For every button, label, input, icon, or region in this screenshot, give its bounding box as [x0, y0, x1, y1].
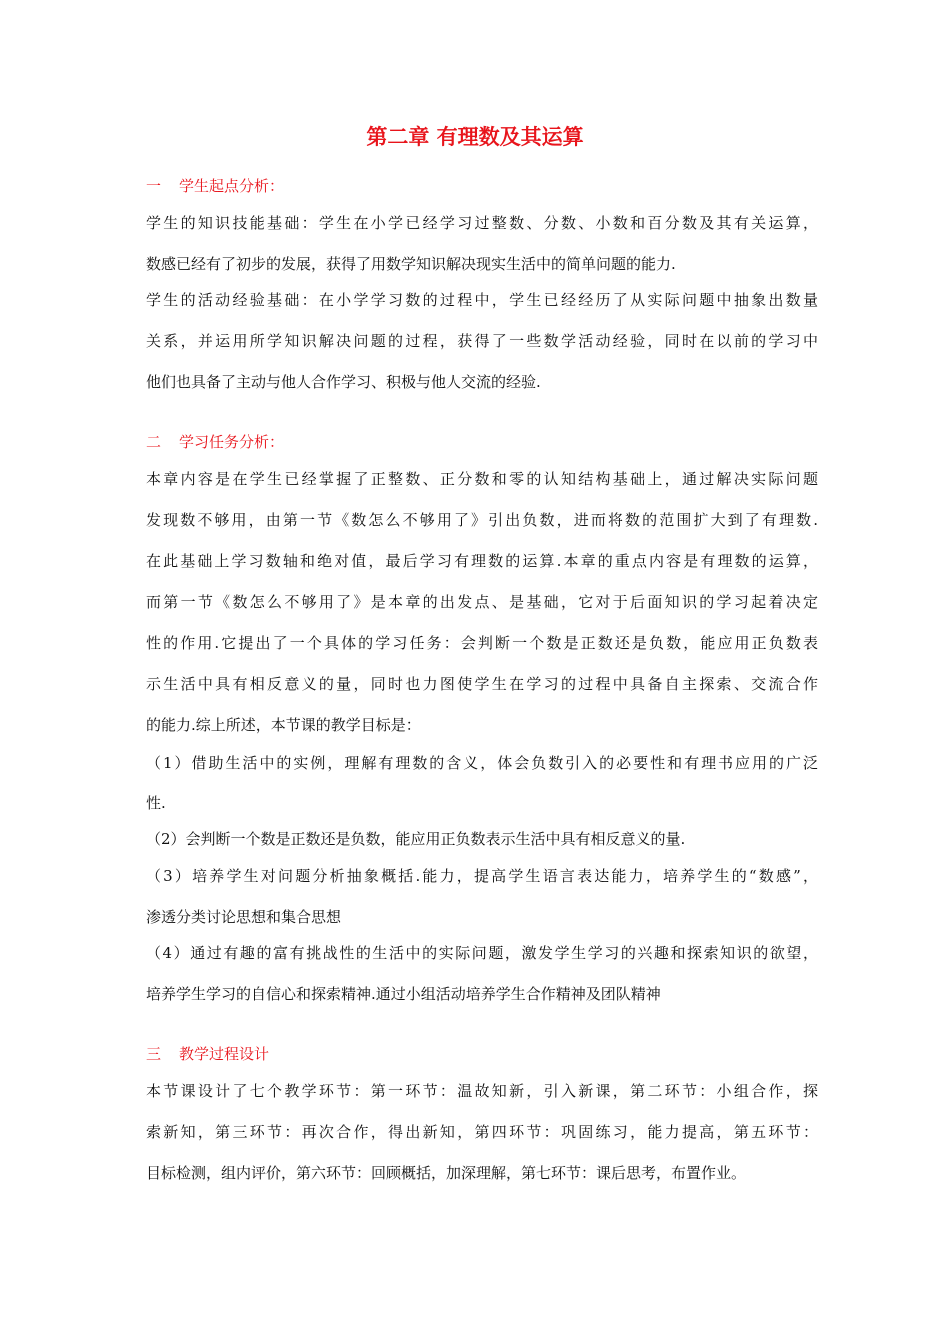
section-number: 三: [146, 1045, 162, 1063]
objective-item-1: （1）借助生活中的实例，理解有理数的含义，体会负数引入的必要性和有理书应用的广泛: [146, 754, 818, 772]
paragraph-line: 目标检测，组内评价，第六环节：回顾概括，加深理解，第七环节：课后思考，布置作业。: [146, 1164, 747, 1182]
objective-item-3: （3）培养学生对问题分析抽象概括.能力，提高学生语言表达能力，培养学生的“数感”，: [146, 867, 818, 885]
section-heading-text: 学生起点分析：: [179, 177, 285, 195]
section-heading-text: 学习任务分析：: [179, 433, 285, 451]
section-number: 一: [146, 177, 162, 195]
objective-item-4: （4）通过有趣的富有挑战性的生活中的实际问题，激发学生学习的兴趣和探索知识的欲望，: [146, 944, 818, 962]
paragraph-line: 学生的知识技能基础：学生在小学已经学习过整数、分数、小数和百分数及其有关运算，: [146, 214, 818, 232]
paragraph-line: 他们也具备了主动与他人合作学习、积极与他人交流的经验.: [146, 373, 541, 391]
paragraph-line: 本章内容是在学生已经掌握了正整数、正分数和零的认知结构基础上，通过解决实际问题: [146, 470, 818, 488]
chapter-title: 第二章 有理数及其运算: [366, 125, 584, 149]
section-heading-1: [146, 176, 284, 196]
paragraph-line: 示生活中具有相反意义的量，同时也力图使学生在学习的过程中具备自主探索、交流合作: [146, 675, 818, 693]
paragraph-line: 发现数不够用，由第一节《数怎么不够用了》引出负数，进而将数的范围扩大到了有理数.: [146, 511, 818, 529]
paragraph-line: 索新知，第三环节：再次合作，得出新知，第四环节：巩固练习，能力提高，第五环节：: [146, 1123, 818, 1141]
paragraph-line: 的能力.综上所述，本节课的教学目标是：: [146, 716, 421, 734]
paragraph-line: 关系，并运用所学知识解决问题的过程，获得了一些数学活动经验，同时在以前的学习中: [146, 332, 818, 350]
paragraph-line: 性的作用.它提出了一个具体的学习任务：会判断一个数是正数还是负数，能应用正负数表: [146, 634, 818, 652]
section-heading-3: [146, 1044, 269, 1064]
paragraph-line: 性.: [146, 794, 166, 812]
paragraph-line: 在此基础上学习数轴和绝对值，最后学习有理数的运算.本章的重点内容是有理数的运算，: [146, 552, 818, 570]
paragraph-line: 本节课设计了七个教学环节：第一环节：温故知新，引入新课，第二环节：小组合作，探: [146, 1082, 818, 1100]
section-number: 二: [146, 433, 162, 451]
paragraph-line: 培养学生学习的自信心和探索精神.通过小组活动培养学生合作精神及团队精神: [146, 985, 661, 1003]
paragraph-line: 渗透分类讨论思想和集合思想: [146, 908, 342, 926]
paragraph-line: 而第一节《数怎么不够用了》是本章的出发点、是基础，它对于后面知识的学习起着决定: [146, 593, 818, 611]
paragraph-line: 学生的活动经验基础：在小学学习数的过程中，学生已经经历了从实际问题中抽象出数量: [146, 291, 818, 309]
section-heading-text: 教学过程设计: [179, 1045, 270, 1063]
objective-item-2: （2）会判断一个数是正数还是负数，能应用正负数表示生活中具有相反意义的量.: [146, 830, 686, 848]
section-heading-2: [146, 432, 284, 452]
paragraph-line: 数感已经有了初步的发展，获得了用数学知识解决现实生活中的简单问题的能力.: [146, 255, 676, 273]
